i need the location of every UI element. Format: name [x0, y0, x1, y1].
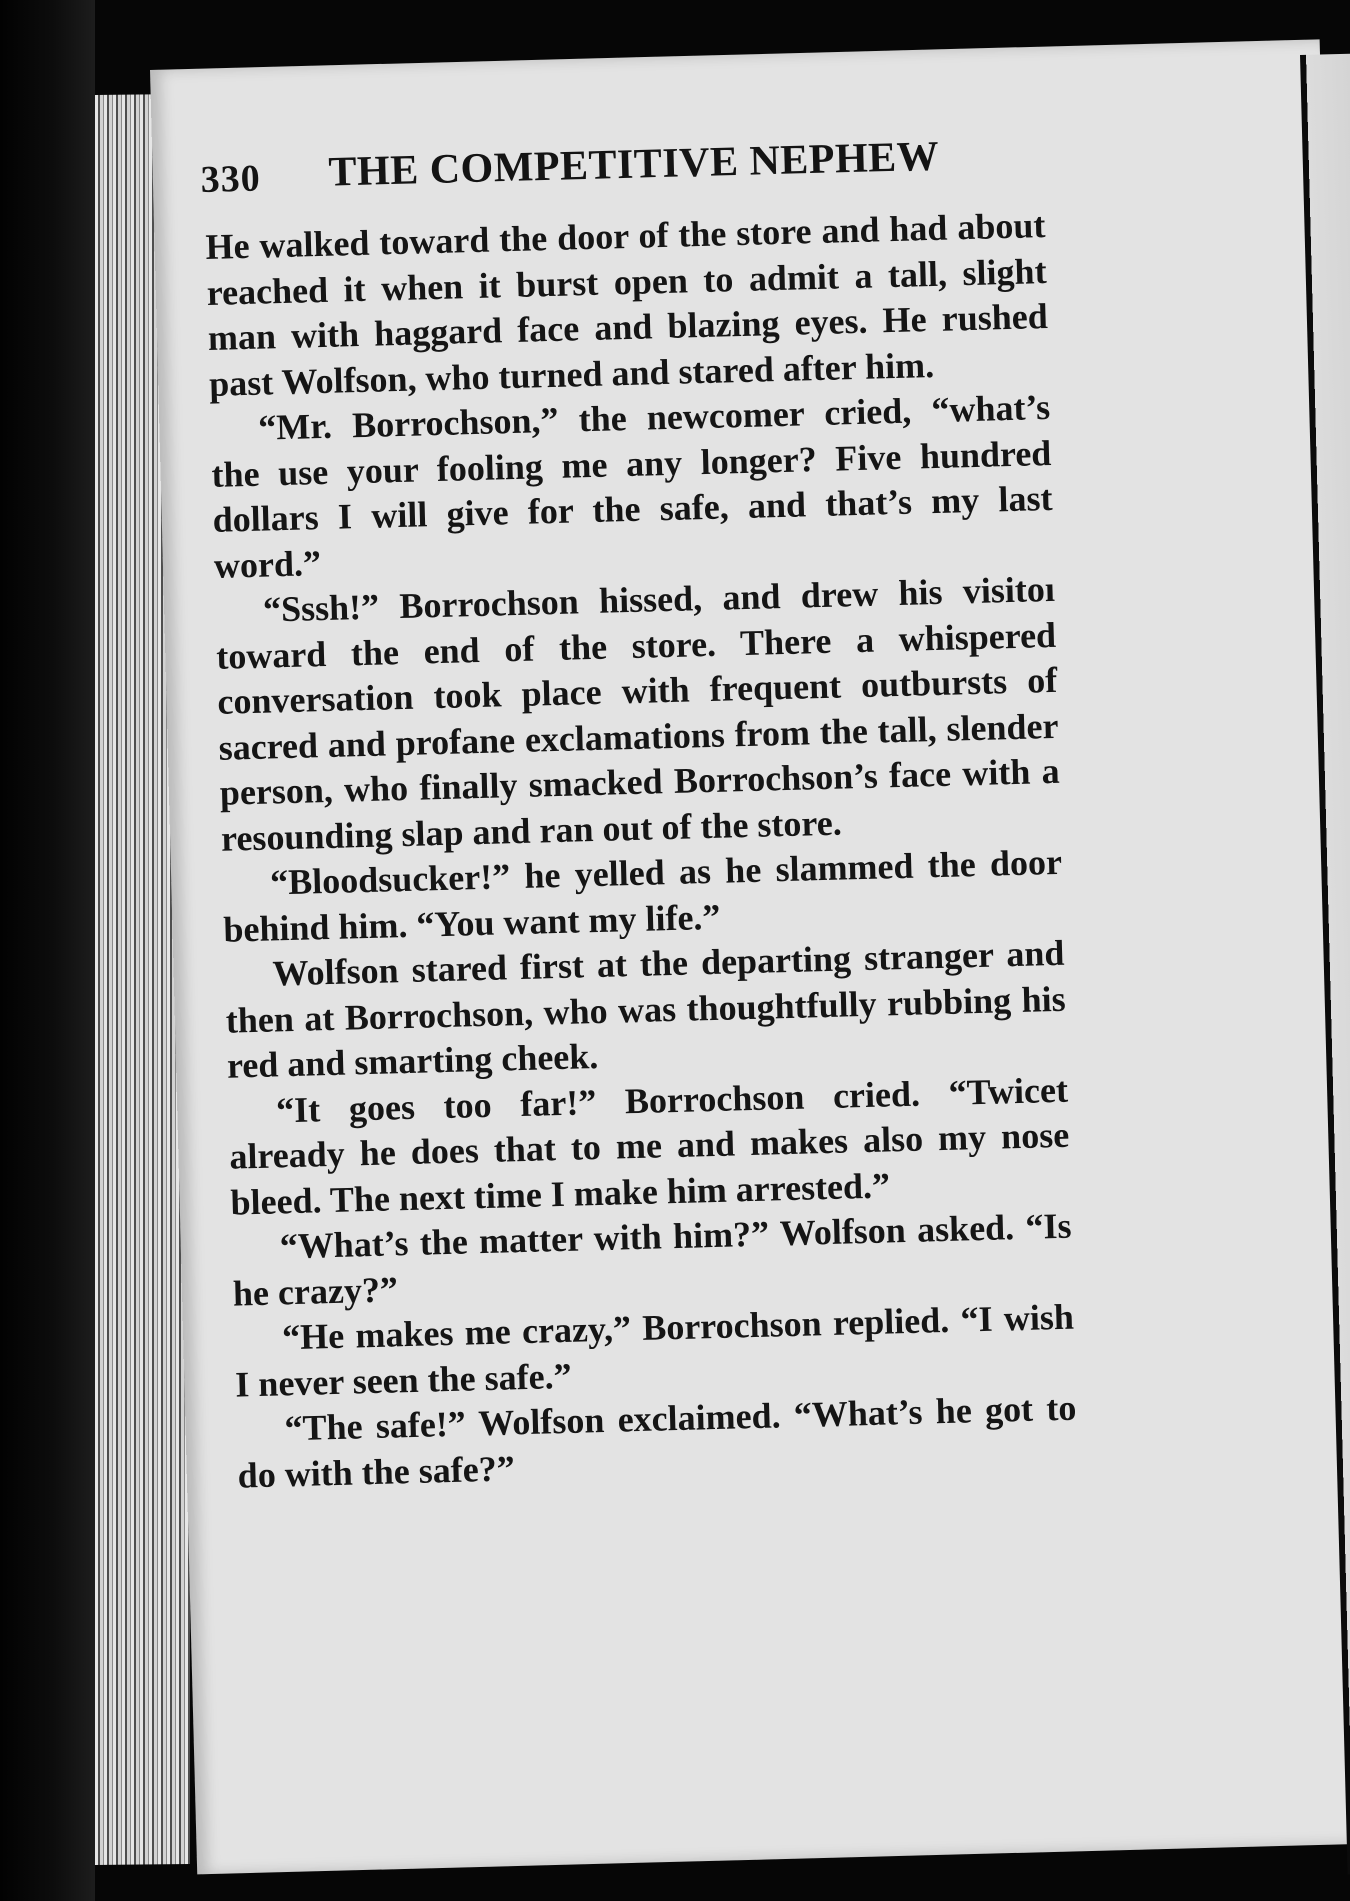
page-number: 330 [200, 157, 262, 201]
paragraph: “What’s the matter with him?” Wolfson asked. “Is he crazy?” [232, 1205, 1073, 1314]
book-spine-shadow [0, 0, 95, 1901]
paragraph: “It goes too far!” Borrochson cried. “Twicet already he does that to me and makes also my nose bleed. The next time I make him arrested.” [228, 1069, 1070, 1223]
body-text [205, 205, 1077, 1499]
paragraph: “He makes me crazy,” Borrochson replied. “I wish I never seen the safe.” [234, 1296, 1075, 1405]
paragraph: Wolfson stared first at the departing stranger and then at Borrochson, who was thoughtfully rubbing his red and smarting cheek. [225, 932, 1067, 1086]
paragraph: He walked toward the door of the store and had about reached it when it burst open to admit a tall, slight man with haggard face and blazing eyes. He rushed past Wolfson, who turned and stared after him. [205, 205, 1049, 404]
paragraph: “Mr. Borrochson,” the newcomer cried, “what’s the use your fooling me any longer? Five hundred dollars I will give for the safe, and that’s my last word.” [211, 386, 1053, 586]
paragraph: “Sssh!” Borrochson hissed, and drew his visitoı toward the end of the store. There a whispered conversation took place with frequent outbursts of sacred and profane exclamations from the tall, slender person, who finally smacked Borrochson’s face with a resounding slap and ran out of the store. [215, 568, 1061, 859]
paragraph: “Bloodsucker!” he yelled as he slammed the door behind him. “You want my life.” [222, 841, 1063, 950]
page-header [200, 133, 1060, 212]
paragraph: “The safe!” Wolfson exclaimed. “What’s he got to do with the safe?” [237, 1387, 1077, 1496]
running-title: THE COMPETITIVE NEPHEW [327, 133, 940, 196]
